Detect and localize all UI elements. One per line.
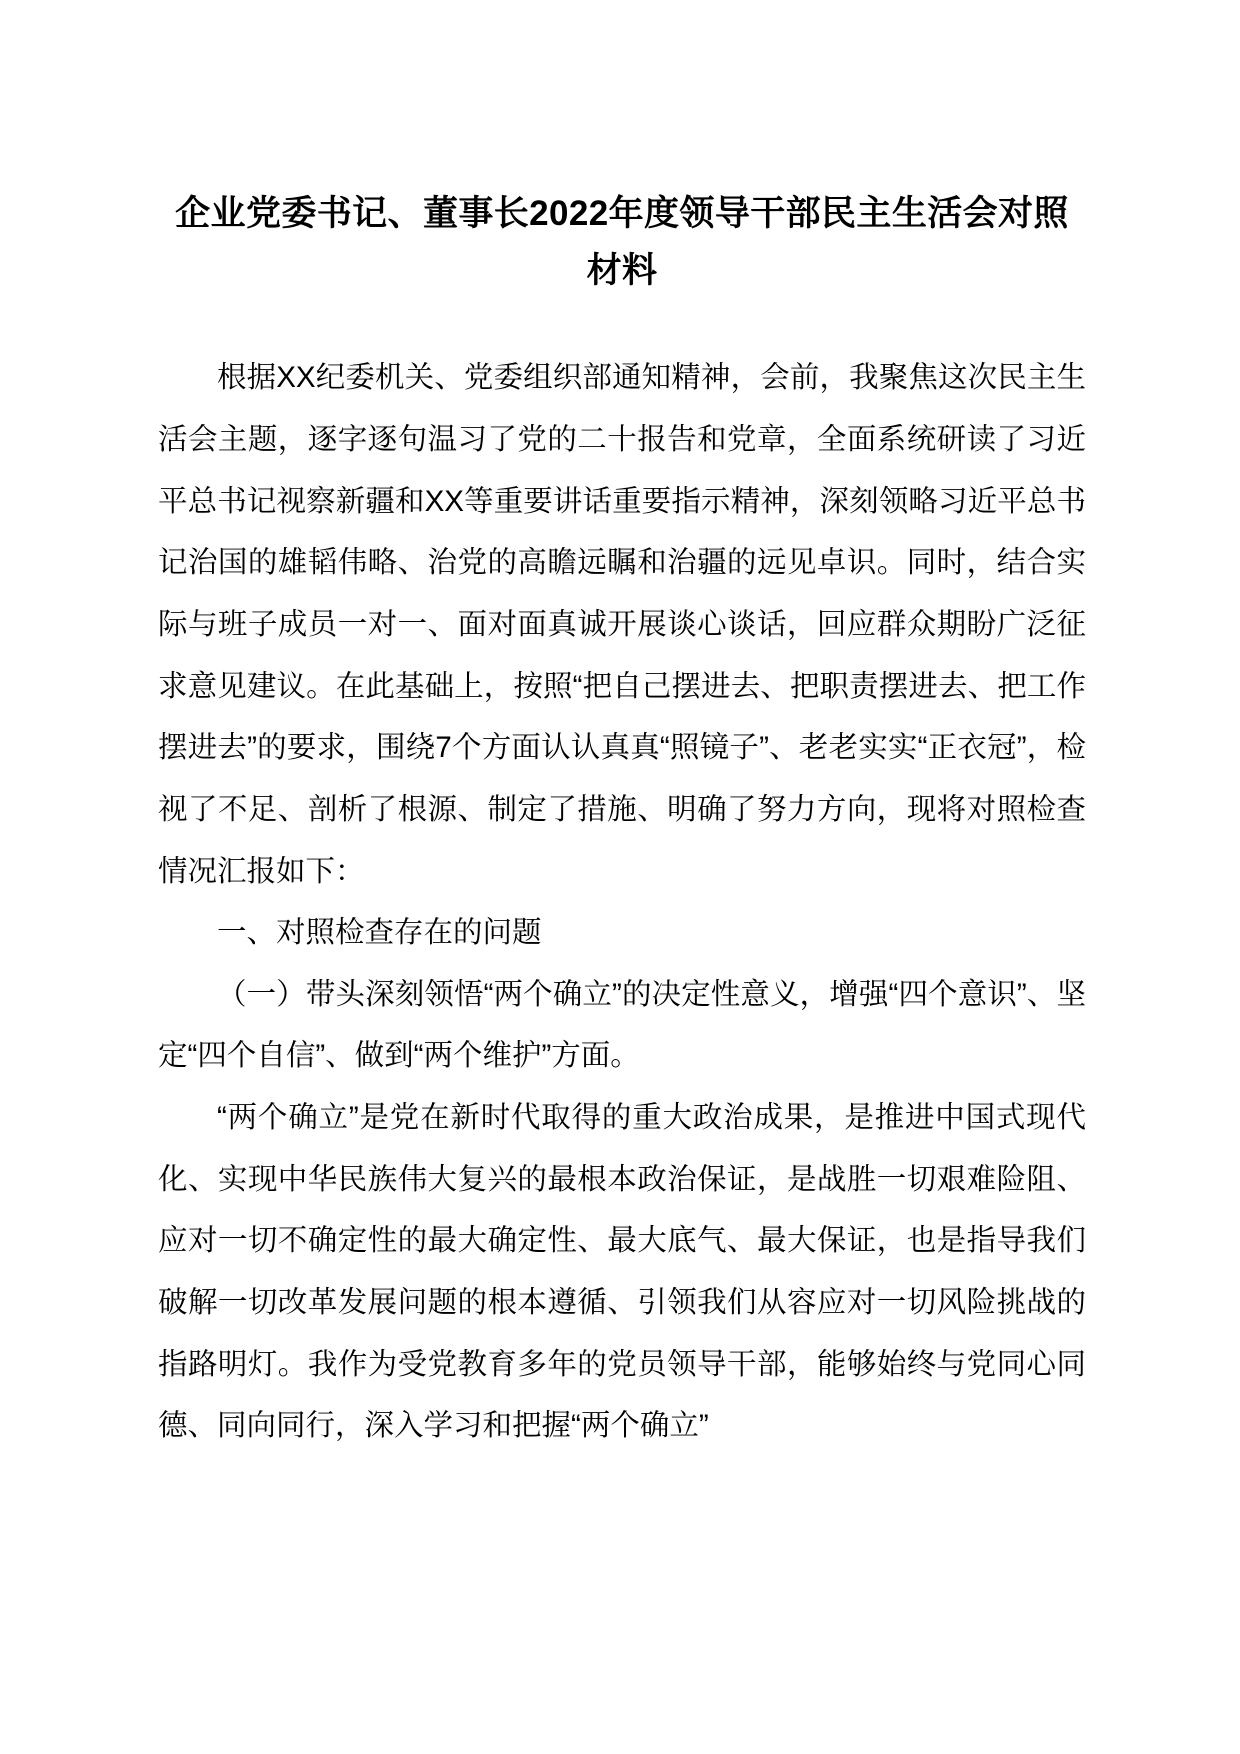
document-content [158, 186, 1086, 1457]
body-paragraph-1: “两个确立”是党在新时代取得的重大政治成果，是推进中国式现代化、实现中华民族伟大复兴的最根本政治保证，是战胜一切艰难险阻、应对一切不确定性的最大确定性、最大底气、最大保证，也是指导我们破解一切改革发展问题的根本遵循、引领我们从容应对一切风险挑战的指路明灯。我作为受党教育多年的党员领导干部，能够始终与党同心同德、同向同行，深入学习和把握“两个确立” [158, 1101, 1086, 1443]
section-heading-1: 一、对照检查存在的问题 [217, 916, 542, 950]
subsection-heading-1-1: （一）带头深刻领悟“两个确立”的决定性意义，增强“四个意识”、坚定“四个自信”、做到“两个维护”方面。 [158, 977, 1086, 1073]
intro-paragraph: 根据XX纪委机关、党委组织部通知精神，会前，我聚焦这次民主生活会主题，逐字逐句温习了党的二十报告和党章，全面系统研读了习近平总书记视察新疆和XX等重要讲话重要指示精神，深刻领略习近平总书记治国的雄韬伟略、治党的高瞻远瞩和治疆的远见卓识。同时，结合实际与班子成员一对一、面对面真诚开展谈心谈话，回应群众期盼广泛征求意见建议。在此基础上，按照“把自己摆进去、把职责摆进去、把工作摆进去”的要求，围绕7个方面认认真真“照镜子”、老老实实“正衣冠”，检视了不足、剖析了根源、制定了措施、明确了努力方向，现将对照检查情况汇报如下： [158, 361, 1086, 888]
document-body [158, 347, 1086, 1457]
page-title: 企业党委书记、董事长2022年度领导干部民主生活会对照材料 [175, 194, 1069, 290]
